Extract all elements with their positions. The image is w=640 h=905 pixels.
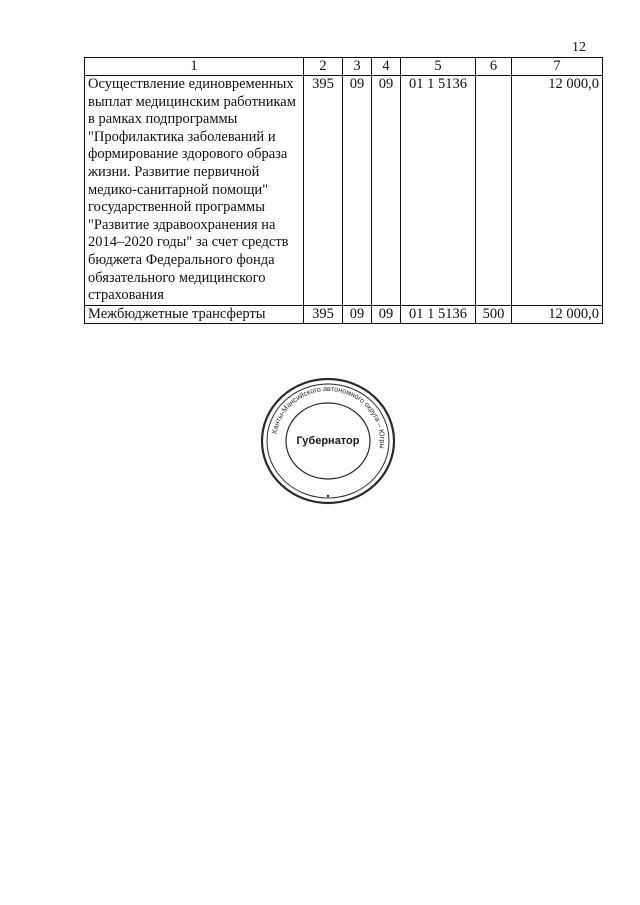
- cell-col6: [476, 76, 512, 306]
- stamp-center-text: Губернатор: [296, 435, 360, 447]
- cell-col2: 395: [304, 76, 343, 306]
- page-number: 12: [572, 40, 586, 55]
- stamp-dot: [327, 495, 329, 497]
- stamp-ring-text: Ханты-Мансийского автономного округа – Югры: [269, 383, 388, 450]
- cell-col5: 01 1 5136: [401, 305, 476, 324]
- column-header: 1: [85, 58, 304, 76]
- governor-stamp: [258, 376, 398, 506]
- cell-col4: 09: [372, 76, 401, 306]
- column-header: 2: [304, 58, 343, 76]
- table-header-row: [85, 58, 603, 76]
- cell-amount: 12 000,0: [512, 76, 603, 306]
- cell-amount: 12 000,0: [512, 305, 603, 324]
- row-description: Межбюджетные трансферты: [85, 305, 304, 324]
- cell-col2: 395: [304, 305, 343, 324]
- row-description: Осуществление единовременных выплат медицинским работникам в рамках подпрограммы "Профилактика заболеваний и формирование здорового образа жизни. Развитие первичной медико-санитарной помощи" государственной программы "Развитие здравоохранения на 2014–2020 годы" за счет средств бюджета Федерального фонда обязательного медицинского страхования: [85, 76, 304, 306]
- cell-col3: 09: [343, 305, 372, 324]
- cell-col4: 09: [372, 305, 401, 324]
- column-header: 3: [343, 58, 372, 76]
- column-header: 5: [401, 58, 476, 76]
- cell-col6: 500: [476, 305, 512, 324]
- column-header: 7: [512, 58, 603, 76]
- table-row: [85, 76, 603, 306]
- table-row: [85, 305, 603, 324]
- cell-col3: 09: [343, 76, 372, 306]
- column-header: 6: [476, 58, 512, 76]
- budget-table: [84, 57, 603, 324]
- column-header: 4: [372, 58, 401, 76]
- cell-col5: 01 1 5136: [401, 76, 476, 306]
